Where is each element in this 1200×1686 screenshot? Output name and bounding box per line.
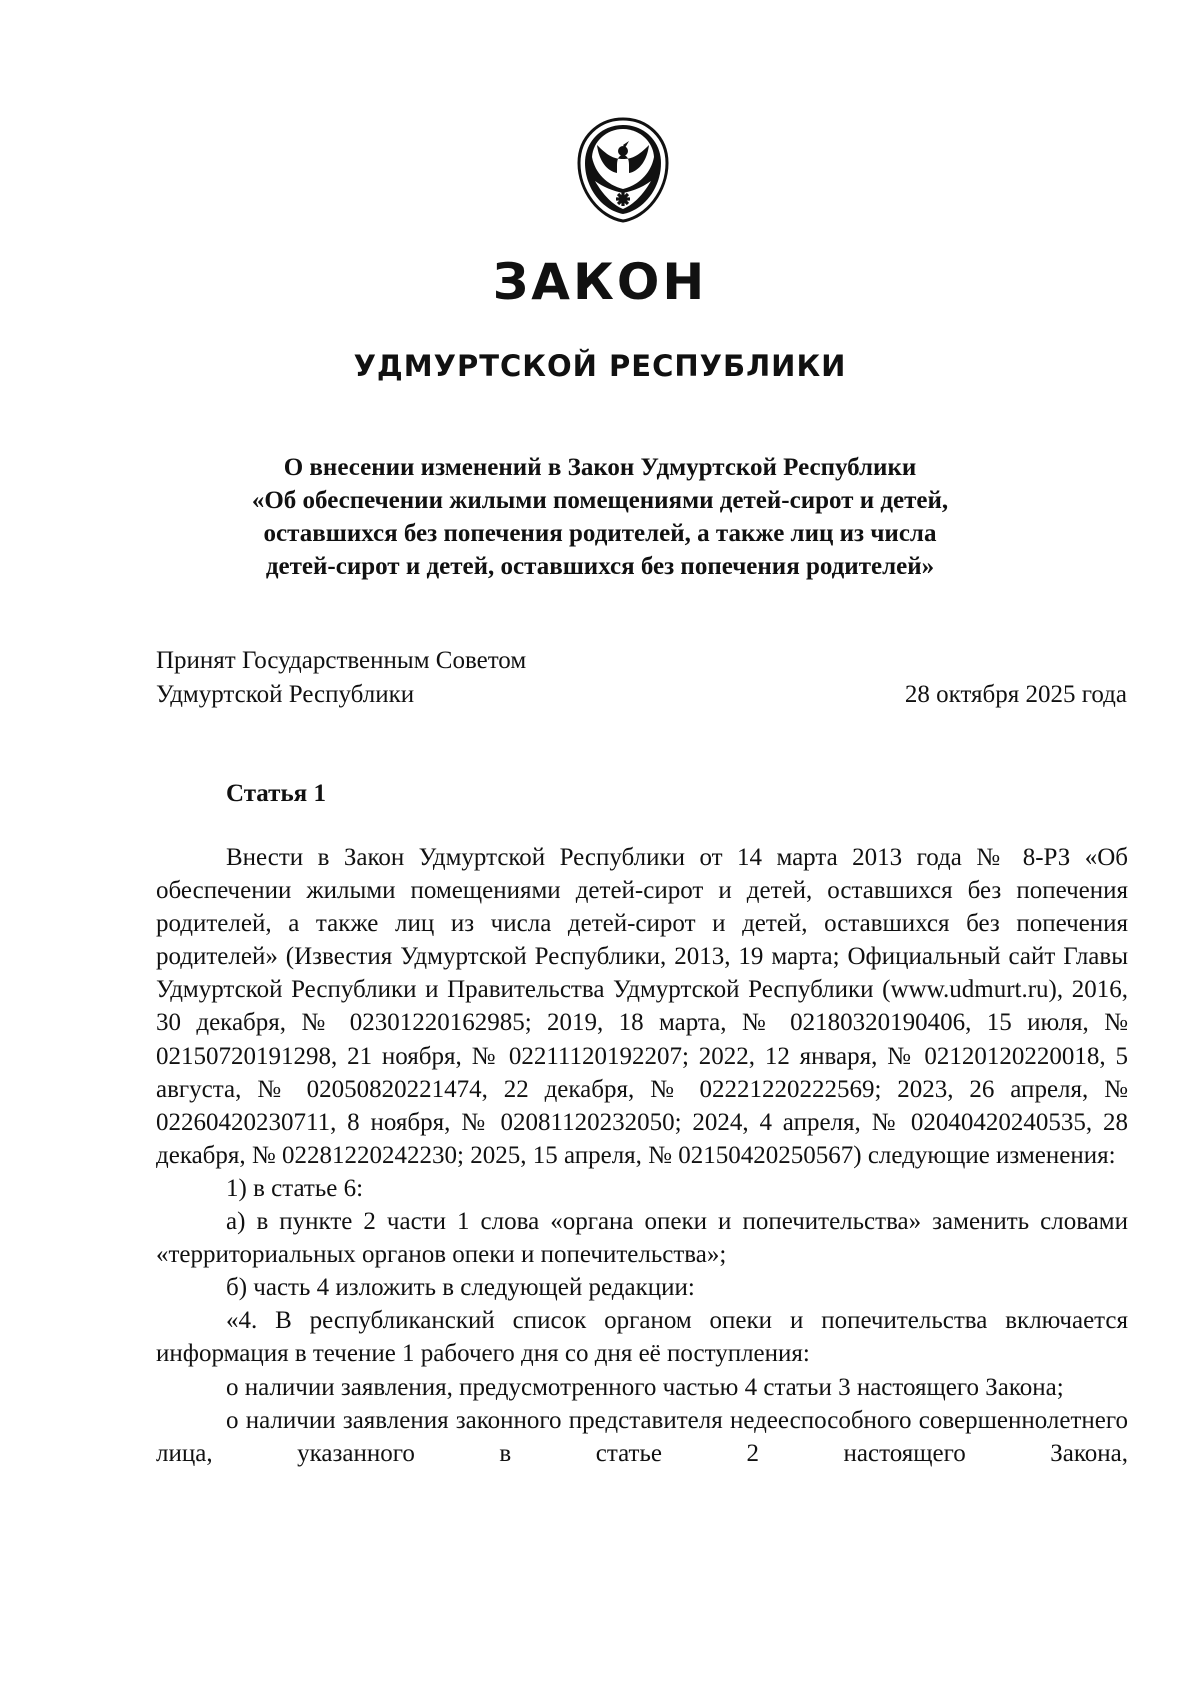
heading-line: «Об обеспечении жилыми помещениями детей-сирот и детей, (251, 487, 949, 514)
paragraph: «4. В республиканский список органом опеки и попечительства включается информация в течение 1 рабочего дня со дня её поступления: (156, 1307, 1128, 1368)
paragraph: б) часть 4 изложить в следующей редакции: (226, 1274, 695, 1302)
article-title: Статья 1 (226, 780, 326, 807)
adoption-body: Принят Государственным Советом (156, 647, 527, 674)
paragraph: о наличии заявления законного представителя недееспособного совершеннолетнего лица, указанного в статье 2 настоящего Закона, (156, 1406, 1128, 1467)
heading-line: О внесении изменений в Закон Удмуртской Республики (283, 454, 917, 481)
paragraph: 1) в статье 6: (226, 1174, 364, 1202)
document-title: ЗАКОН (492, 253, 708, 311)
adoption-date: 28 октября 2025 года (904, 681, 1127, 708)
adoption-note (156, 644, 526, 712)
udmurt-emblem-icon (573, 115, 673, 225)
adoption-body-republic: Удмуртской Республики (156, 681, 415, 708)
document-heading (180, 451, 1020, 583)
paragraph: о наличии заявления, предусмотренного частью 4 статьи 3 настоящего Закона; (226, 1373, 1064, 1401)
heading-line: оставшихся без попечения родителей, а также лиц из числа (263, 520, 937, 547)
paragraph: Внести в Закон Удмуртской Республики от 14 марта 2013 года № 8-РЗ «Об обеспечении жилыми помещениями детей-сирот и детей, оставшихся без попечения родителей, а также лиц из числа детей-сирот и детей, оставшихся без попечения родителей» (Известия Удмуртской Республики, 2013, 19 марта; Официальный сайт Главы Удмуртской Республики и Правительства Удмуртской Республики (www.udmurt.ru), 2016, 30 декабря, № 02301220162985; 2019, 18 марта, № 02180320190406, 15 июля, № 02150720191298, 21 ноября, № 02211120192207; 2022, 12 января, № 02120120220018, 5 августа, № 02050820221474, 22 декабря, № 02221220222569; 2023, 26 апреля, № 02260420230711, 8 ноября, № 02081120232050; 2024, 4 апреля, № 02040420240535, 28 декабря, № 02281220242230; 2025, 15 апреля, № 02150420250567) следующие изменения: (156, 844, 1128, 1169)
heading-line: детей-сирот и детей, оставшихся без попечения родителей» (265, 553, 935, 580)
article-body (156, 841, 1128, 1470)
document-subtitle: УДМУРТСКОЙ РЕСПУБЛИКИ (353, 349, 847, 383)
paragraph: а) в пункте 2 части 1 слова «органа опеки и попечительства» заменить словами «территориальных органов опеки и попечительства»; (156, 1208, 1128, 1269)
